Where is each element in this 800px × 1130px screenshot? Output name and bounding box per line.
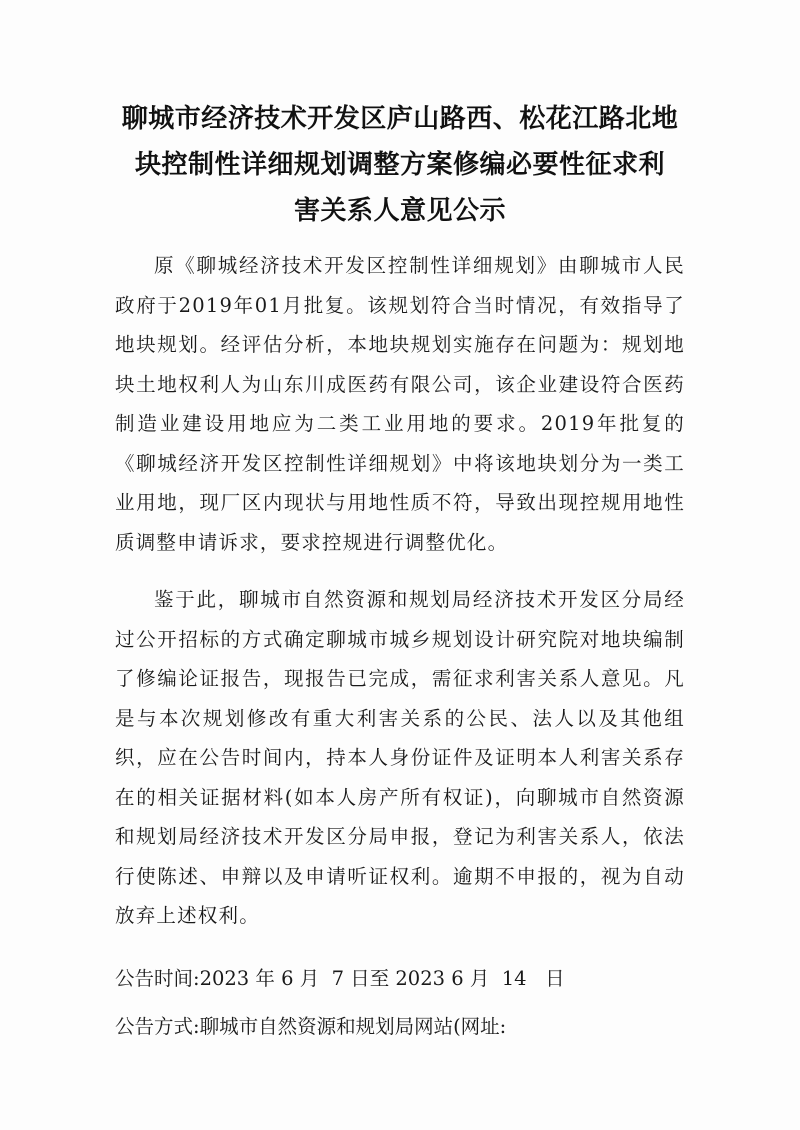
paragraph-1-block [115, 246, 685, 562]
title-line-2: 块控制性详细规划调整方案修编必要性征求利 [134, 150, 665, 180]
paragraph-2-block [115, 580, 685, 936]
title-line-1: 聊城市经济技术开发区庐山路西、松花江路北地 [121, 104, 679, 134]
notice-method: 公告方式:聊城市自然资源和规划局网站(网址: [115, 1015, 507, 1038]
notice-time: 公告时间:2023 年 6 月 7 日至 2023 6 月 14 日 [115, 967, 565, 990]
title-line-3: 害关系人意见公示 [293, 196, 506, 226]
paragraph-2: 鉴于此，聊城市自然资源和规划局经济技术开发区分局经过公开招标的方式确定聊城市城乡规划设计研究院对地块编制了修编论证报告，现报告已完成，需征求利害关系人意见。凡是与本次规划修改有重大利害关系的公民、法人以及其他组织，应在公告时间内，持本人身份证件及证明本人利害关系存在的相关证据材料(如本人房产所有权证)，向聊城市自然资源和规划局经济技术开发区分局申报，登记为利害关系人，依法行使陈述、申辩以及申请听证权利。逾期不申报的，视为自动放弃上述权利。 [115, 588, 685, 927]
paragraph-1: 原《聊城经济技术开发区控制性详细规划》由聊城市人民政府于2019年01月批复。该规划符合当时情况，有效指导了地块规划。经评估分析，本地块规划实施存在问题为：规划地块土地权利人为山东川成医药有限公司，该企业建设符合医药制造业建设用地应为二类工业用地的要求。2019年批复的《聊城经济开发区控制性详细规划》中将该地块划分为一类工业用地，现厂区内现状与用地性质不符，导致出现控规用地性质调整申请诉求，要求控规进行调整优化。 [115, 254, 685, 554]
document-title [100, 96, 700, 234]
